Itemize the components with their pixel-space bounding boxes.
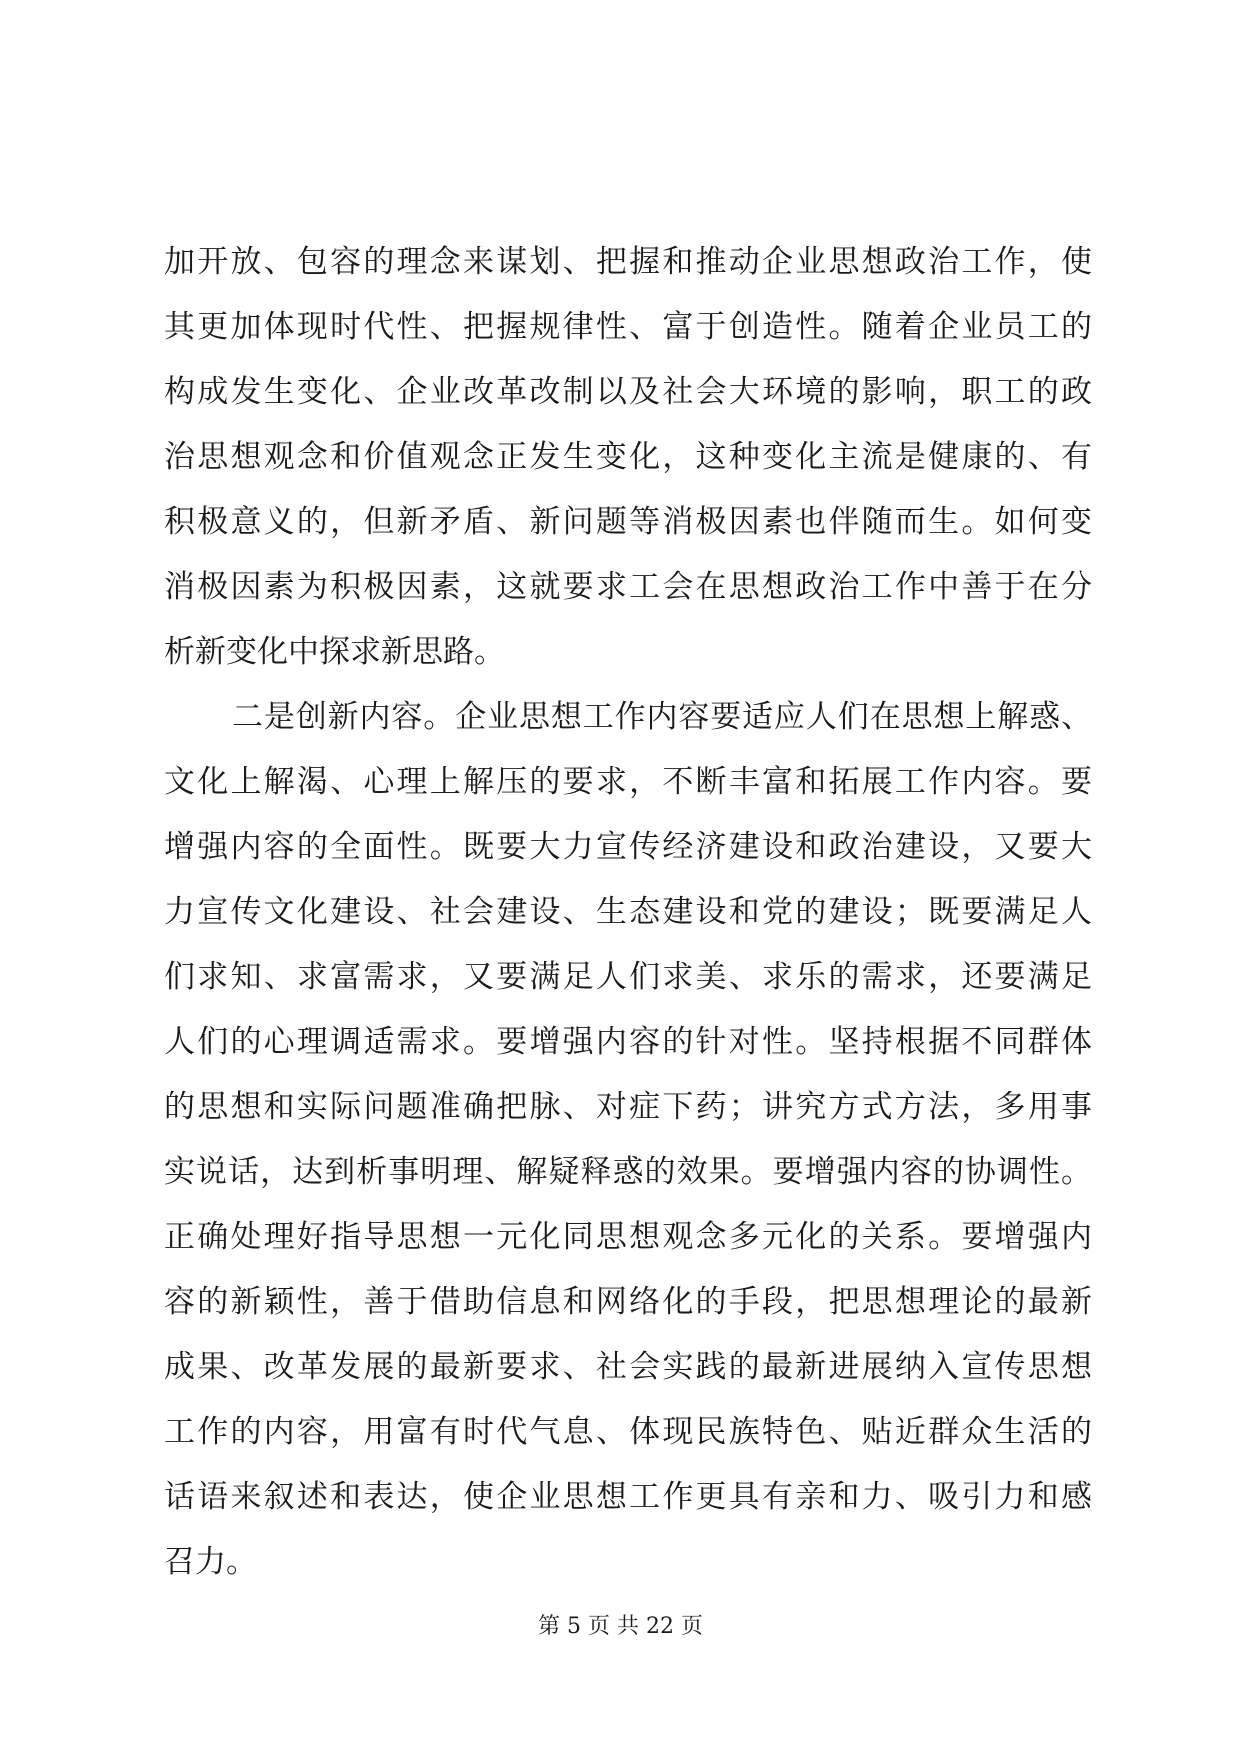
text-line: 构成发生变化、企业改革改制以及社会大环境的影响，职工的政: [164, 374, 1092, 410]
text-line: 正确处理好指导思想一元化同思想观念多元化的关系。要增强内: [164, 1219, 1092, 1255]
body-text: [164, 230, 1092, 1595]
page-footer: 第 5 页 共 22 页: [538, 1614, 703, 1639]
text-line: 析新变化中探求新思路。: [164, 634, 505, 670]
text-line: 消极因素为积极因素，这就要求工会在思想政治工作中善于在分: [164, 569, 1092, 605]
text-line: 的思想和实际问题准确把脉、对症下药；讲究方式方法，多用事: [164, 1089, 1092, 1125]
text-line: 力宣传文化建设、社会建设、生态建设和党的建设；既要满足人: [164, 894, 1092, 930]
text-line: 容的新颖性，善于借助信息和网络化的手段，把思想理论的最新: [164, 1284, 1092, 1320]
paragraph-p2: [164, 685, 1092, 1595]
text-line: 积极意义的，但新矛盾、新问题等消极因素也伴随而生。如何变: [164, 504, 1092, 540]
text-line: 治思想观念和价值观念正发生变化，这种变化主流是健康的、有: [164, 439, 1092, 475]
text-line: 成果、改革发展的最新要求、社会实践的最新进展纳入宣传思想: [164, 1349, 1092, 1385]
text-line: 增强内容的全面性。既要大力宣传经济建设和政治建设，又要大: [164, 829, 1092, 865]
text-line: 文化上解渴、心理上解压的要求，不断丰富和拓展工作内容。要: [164, 764, 1092, 800]
text-line: 召力。: [164, 1544, 257, 1580]
text-line: 们求知、求富需求，又要满足人们求美、求乐的需求，还要满足: [164, 959, 1092, 995]
text-line: 人们的心理调适需求。要增强内容的针对性。坚持根据不同群体: [164, 1024, 1092, 1060]
text-line: 工作的内容，用富有时代气息、体现民族特色、贴近群众生活的: [164, 1414, 1092, 1450]
text-line: 二是创新内容。企业思想工作内容要适应人们在思想上解惑、: [232, 699, 1092, 735]
text-line: 话语来叙述和表达，使企业思想工作更具有亲和力、吸引力和感: [164, 1479, 1092, 1515]
paragraph-p1: [164, 230, 1092, 685]
text-line: 其更加体现时代性、把握规律性、富于创造性。随着企业员工的: [164, 309, 1092, 345]
text-line: 实说话，达到析事明理、解疑释惑的效果。要增强内容的协调性。: [164, 1154, 1092, 1190]
text-line: 加开放、包容的理念来谋划、把握和推动企业思想政治工作，使: [164, 244, 1092, 280]
